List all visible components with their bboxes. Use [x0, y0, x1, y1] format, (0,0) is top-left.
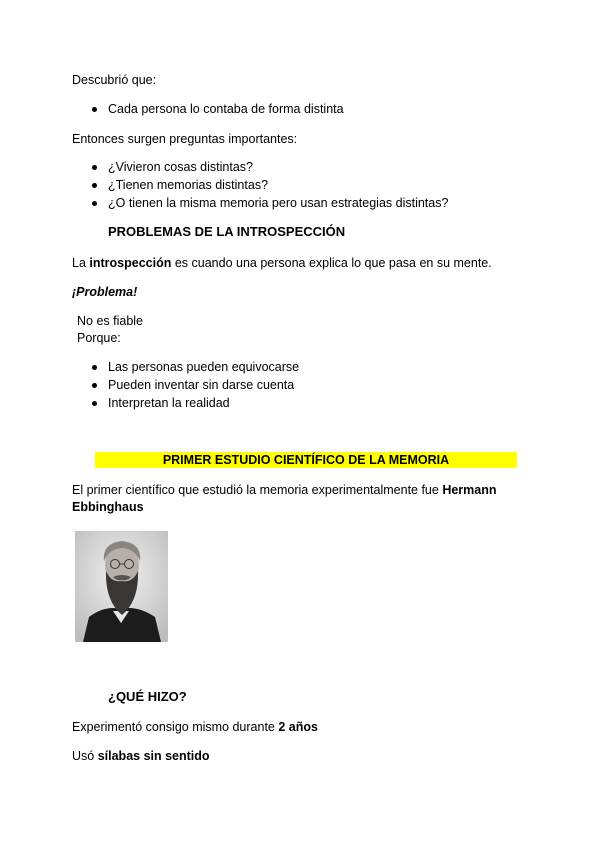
what-did-heading: ¿QUÉ HIZO? [108, 689, 187, 704]
definition-suffix: es cuando una persona explica lo que pasa en su mente. [171, 256, 492, 270]
list-item: ¿Vivieron cosas distintas? [90, 158, 448, 176]
questions-list [90, 158, 448, 212]
introspection-definition [72, 255, 492, 271]
ebbinghaus-portrait-image [75, 531, 168, 642]
discovered-label: Descubrió que: [72, 73, 157, 87]
definition-prefix: La [72, 256, 90, 270]
used-material: sílabas sin sentido [97, 749, 210, 763]
introspection-heading: PROBLEMAS DE LA INTROSPECCIÓN [108, 224, 346, 239]
first-study-line1 [72, 482, 497, 498]
first-study-prefix: El primer científico que estudió la memoria experimentalmente fue [72, 483, 443, 497]
problem-label: ¡Problema! [72, 285, 138, 299]
reasons-list [90, 358, 299, 412]
because-text: Porque: [77, 331, 121, 345]
experiment-prefix: Experimentó consigo mismo durante [72, 720, 279, 734]
experiment-line [72, 719, 318, 735]
list-item: Interpretan la realidad [90, 394, 299, 412]
first-name: Hermann [442, 483, 497, 497]
used-line [72, 748, 210, 764]
first-study-heading: PRIMER ESTUDIO CIENTÍFICO DE LA MEMORIA [95, 452, 517, 468]
used-prefix: Usó [72, 749, 98, 763]
list-item: Las personas pueden equivocarse [90, 358, 299, 376]
list-item: Cada persona lo contaba de forma distinta [90, 100, 344, 118]
discovered-list [90, 100, 344, 118]
questions-intro: Entonces surgen preguntas importantes: [72, 132, 298, 146]
definition-term: introspección [89, 256, 172, 270]
list-item: ¿Tienen memorias distintas? [90, 176, 448, 194]
first-study-line2: Ebbinghaus [72, 500, 144, 514]
list-item: Pueden inventar sin darse cuenta [90, 376, 299, 394]
list-item: ¿O tienen la misma memoria pero usan estrategias distintas? [90, 194, 448, 212]
experiment-duration: 2 años [278, 720, 318, 734]
not-reliable-text: No es fiable [77, 314, 144, 328]
